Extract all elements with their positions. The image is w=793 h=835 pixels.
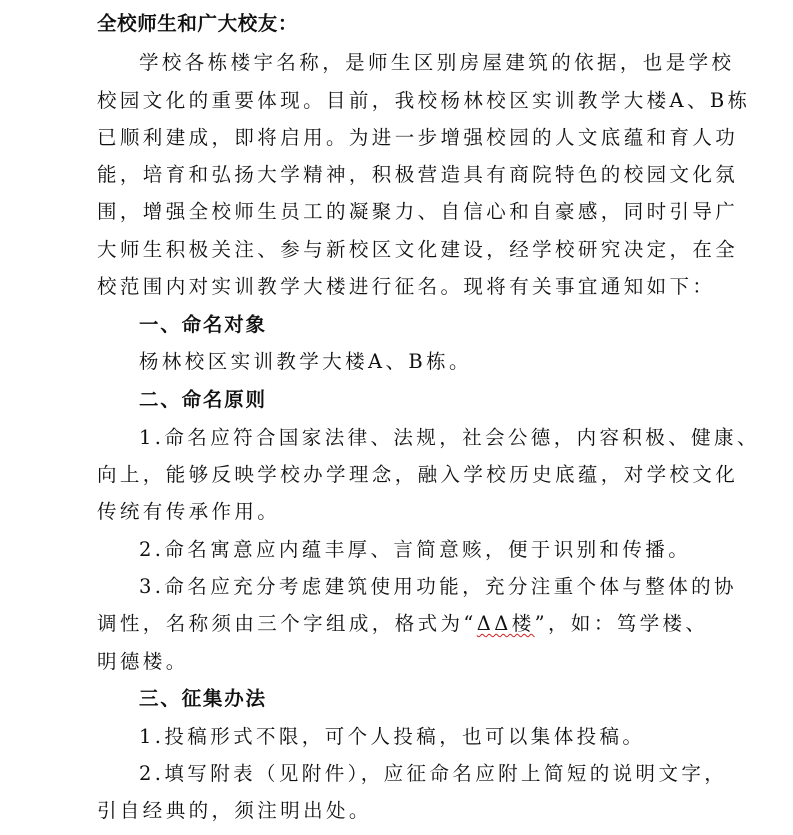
method-1: 1.投稿形式不限，可个人投稿，也可以集体投稿。 [139, 725, 646, 748]
method-2-line: 2.填写附表（见附件），应征命名应附上简短的说明文字， [139, 762, 728, 785]
principle-3-line: 3.命名应充分考虑建筑使用功能，充分注重个体与整体的协 [139, 575, 737, 598]
name-format-example: ΔΔ楼 [476, 612, 535, 635]
intro-line: 能，培育和弘扬大学精神，积极营造具有商院特色的校园文化氛 [97, 163, 739, 186]
section-heading-naming-principles: 二、命名原则 [139, 388, 267, 411]
section-body-naming-object: 杨林校区实训教学大楼A、B栋。 [139, 350, 472, 373]
principle-2: 2.命名寓意应内蕴丰厚、言简意赅，便于识别和传播。 [139, 538, 692, 561]
principle-3-line: 明德楼。 [97, 650, 189, 673]
principle-1-line: 向上，能够反映学校办学理念，融入学校历史底蕴，对学校文化 [97, 463, 739, 486]
intro-line: 大师生积极关注、参与新校区文化建设，经学校研究决定，在全 [97, 238, 739, 261]
principle-3-text: 调性，名称须由三个字组成，格式为“ [97, 612, 477, 635]
principle-3-line [97, 612, 708, 636]
section-heading-naming-object: 一、命名对象 [139, 313, 267, 336]
section-heading-collection-method: 三、征集办法 [139, 687, 267, 710]
intro-line: 校范围内对实训教学大楼进行征名。现将有关事宜通知如下： [97, 275, 716, 298]
principle-1-line: 1.命名应符合国家法律、法规，社会公德，内容积极、健康、 [139, 426, 760, 449]
intro-line: 学校各栋楼宇名称，是师生区别房屋建筑的依据，也是学校 [139, 51, 735, 74]
principle-3-text: ”，如：笃学楼、 [534, 612, 709, 635]
intro-line: 围，增强全校师生员工的凝聚力、自信心和自豪感，同时引导广 [97, 200, 739, 223]
intro-line: 校园文化的重要体现。目前，我校杨林校区实训教学大楼A、B栋 [97, 89, 751, 112]
principle-1-line: 传统有传承作用。 [97, 500, 281, 523]
method-2-line: 引自经典的，须注明出处。 [97, 799, 372, 822]
intro-line: 已顺利建成，即将启用。为进一步增强校园的人文底蕴和育人功 [97, 126, 739, 149]
salutation: 全校师生和广大校友： [97, 12, 299, 35]
